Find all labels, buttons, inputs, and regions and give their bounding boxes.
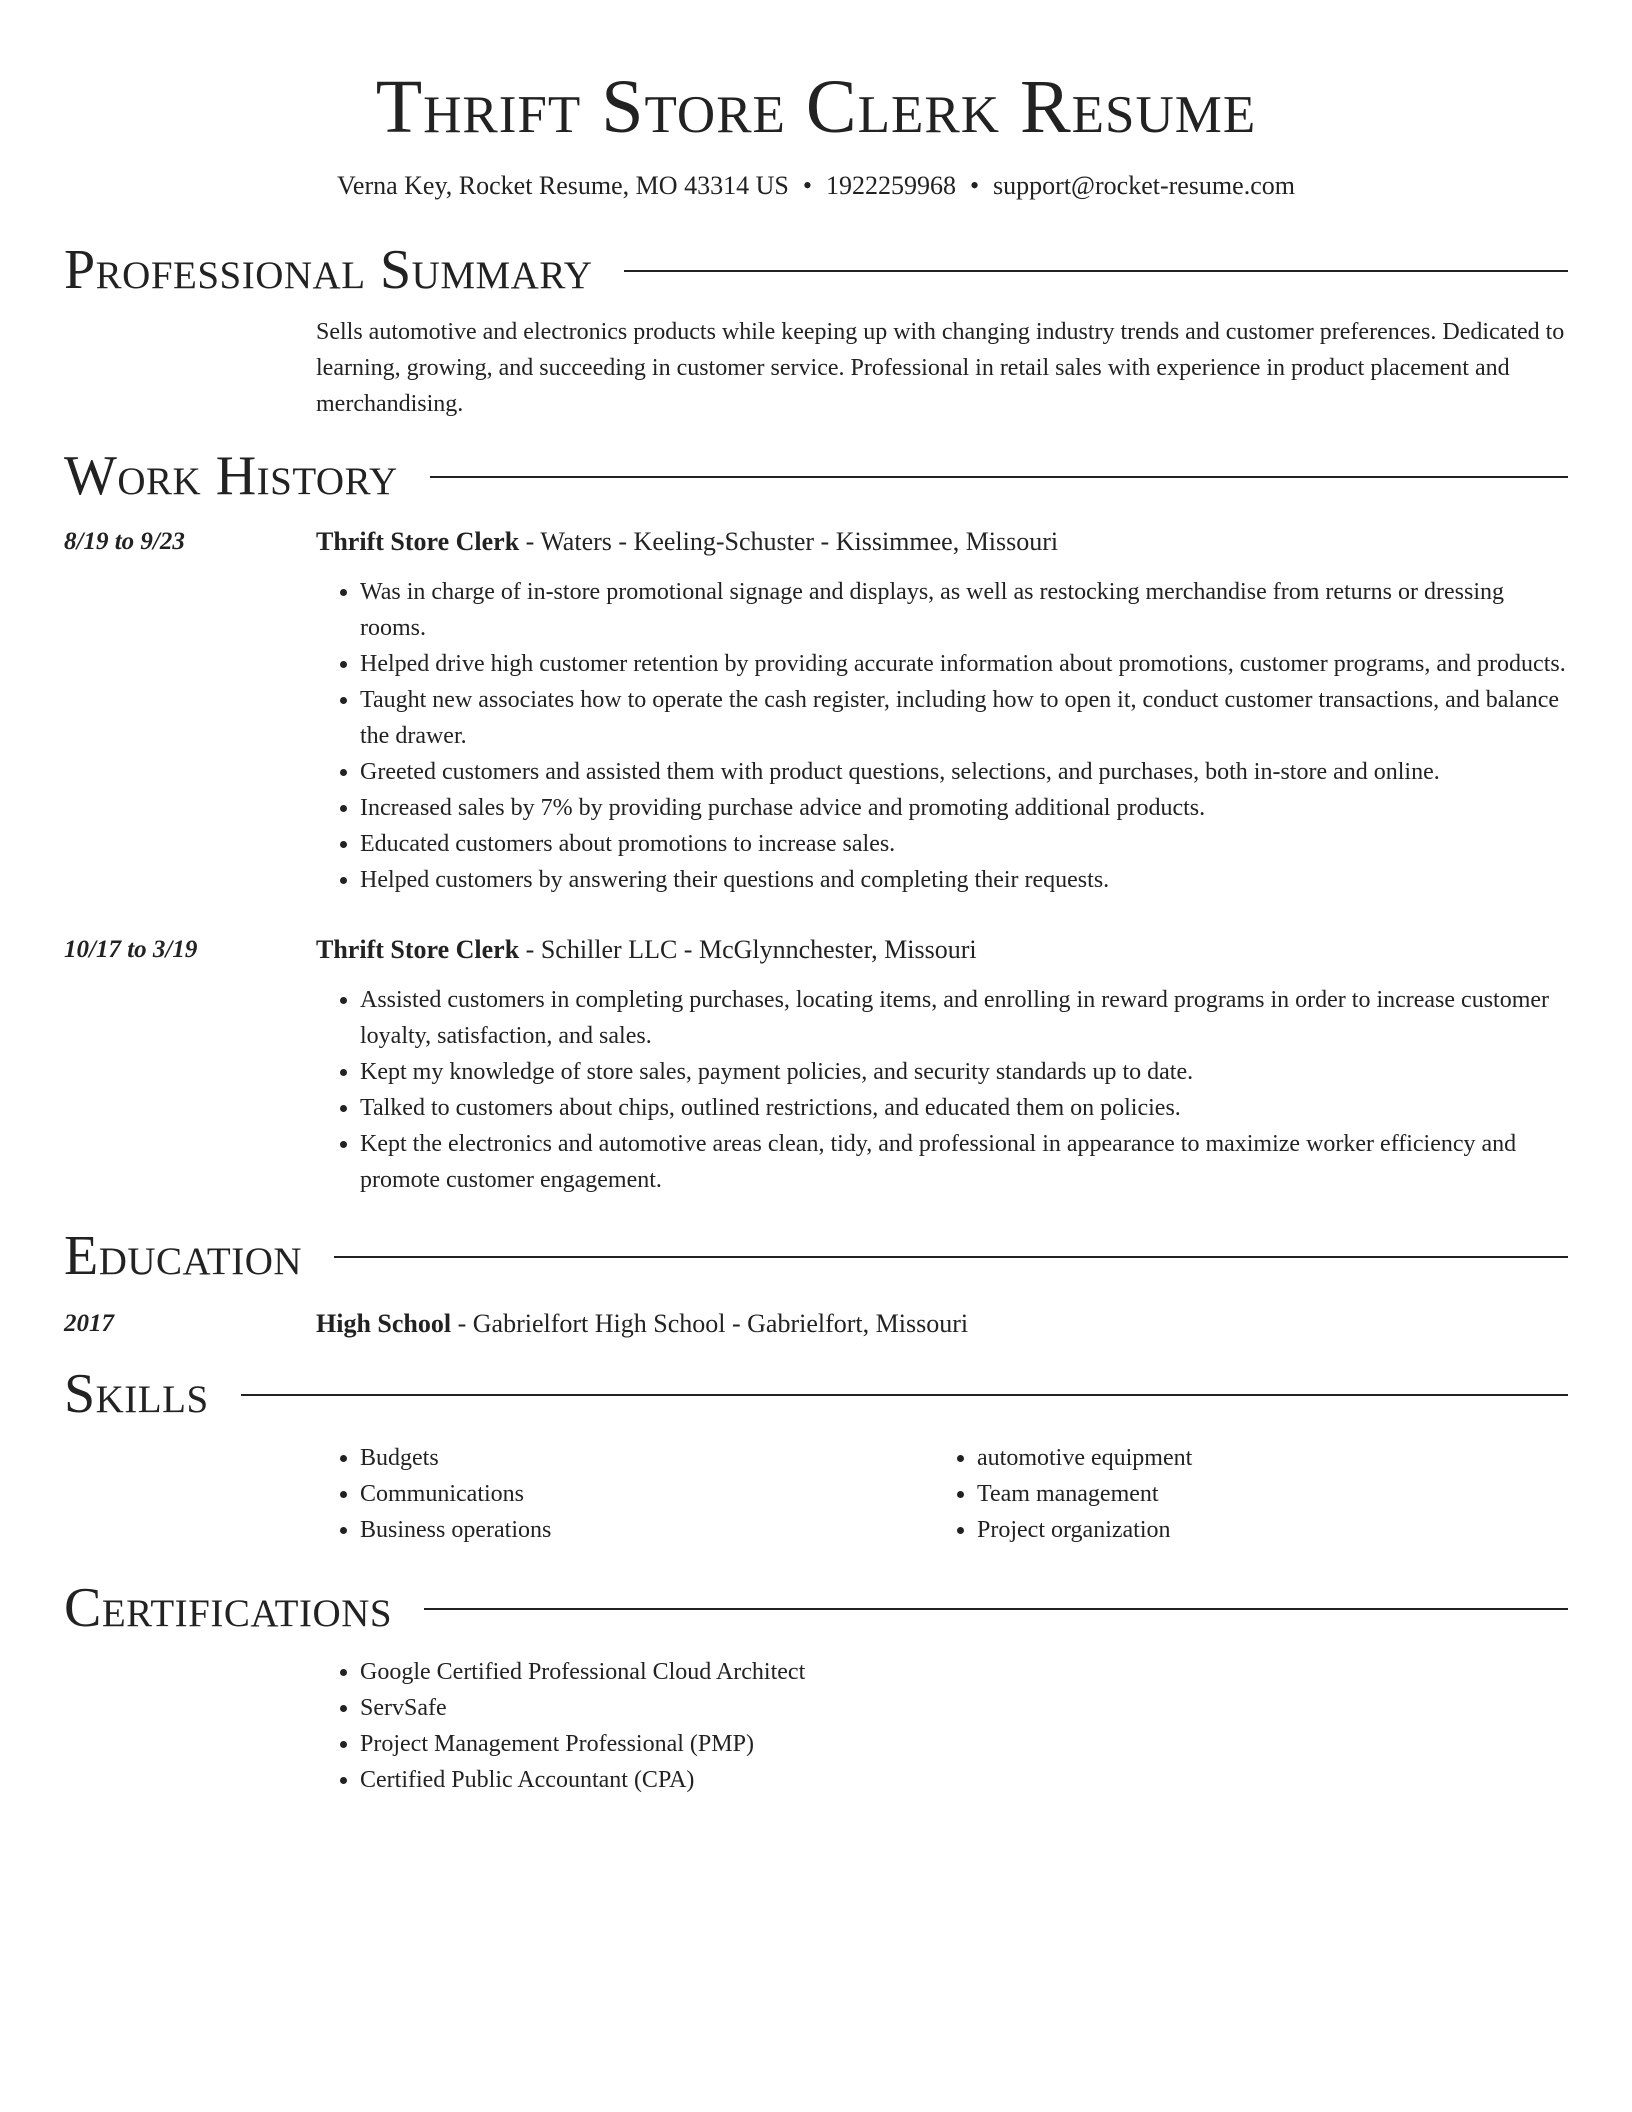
skills-heading: Skills	[64, 1363, 209, 1425]
section-divider	[424, 1608, 1568, 1610]
job-title: Thrift Store Clerk	[316, 527, 520, 556]
job-bullet: • Taught new associates how to operate the cash register, including how to open it, conduct customer transactions, and balance the drawer.	[360, 682, 1568, 754]
education-entry	[64, 1306, 1568, 1342]
certification-item: • Certified Public Accountant (CPA)	[360, 1762, 1568, 1798]
job-dates: 8/19 to 9/23	[64, 528, 185, 555]
job-bullet: • Helped customers by answering their questions and completing their requests.	[360, 862, 1568, 898]
job-bullet: • Was in charge of in-store promotional signage and displays, as well as restocking merchandise from returns or dressing rooms.	[360, 574, 1568, 646]
page-title: Thrift Store Clerk Resume	[375, 65, 1257, 149]
summary-section-header	[64, 238, 1568, 302]
job-bullet: • Increased sales by 7% by providing purchase advice and promoting additional products.	[360, 790, 1568, 826]
job-bullet: • Greeted customers and assisted them with product questions, selections, and purchases, both in-store and online.	[360, 754, 1568, 790]
job-entry	[64, 524, 1568, 898]
skills-column-right	[933, 1440, 1550, 1548]
job-dates: 10/17 to 3/19	[64, 936, 198, 963]
job-details: - Waters - Keeling-Schuster - Kissimmee, Missouri	[519, 527, 1059, 556]
education-heading: Education	[64, 1225, 303, 1287]
summary-heading: Professional Summary	[64, 239, 593, 301]
skill-item: • automotive equipment	[977, 1440, 1550, 1476]
job-title: Thrift Store Clerk	[316, 935, 520, 964]
job-details: - Schiller LLC - McGlynnchester, Missouri	[519, 935, 977, 964]
summary-text: Sells automotive and electronics products while keeping up with changing industry trends and customer preferences. Dedicated to learning, growing, and succeeding in customer service. Professional in retail sales with experience in product placement and merchandising.	[316, 319, 1565, 417]
education-line	[316, 1306, 1568, 1342]
skill-item: • Business operations	[360, 1512, 933, 1548]
skills-column-left	[316, 1440, 933, 1548]
certifications-list	[316, 1654, 1568, 1798]
contact-separator: •	[969, 171, 980, 200]
certification-item: • ServSafe	[360, 1690, 1568, 1726]
section-divider	[334, 1256, 1568, 1258]
job-bullet: • Kept my knowledge of store sales, payment policies, and security standards up to date.	[360, 1054, 1568, 1090]
job-heading	[316, 524, 1568, 560]
skill-item: • Budgets	[360, 1440, 933, 1476]
job-bullet: • Kept the electronics and automotive areas clean, tidy, and professional in appearance to maximize worker efficiency and promote customer engagement.	[360, 1126, 1568, 1198]
certifications-heading: Certifications	[64, 1577, 393, 1639]
job-bullet: • Educated customers about promotions to increase sales.	[360, 826, 1568, 862]
skill-item: • Team management	[977, 1476, 1550, 1512]
section-divider	[624, 270, 1568, 272]
education-details: - Gabrielfort High School - Gabrielfort, Missouri	[451, 1309, 969, 1338]
section-divider	[241, 1394, 1568, 1396]
education-year: 2017	[64, 1310, 114, 1337]
work-heading: Work History	[64, 445, 398, 507]
education-section-header	[64, 1224, 1568, 1288]
skills-grid	[316, 1440, 1568, 1548]
education-degree: High School	[316, 1309, 452, 1338]
job-bullet: • Assisted customers in completing purchases, locating items, and enrolling in reward programs in order to increase customer loyalty, satisfaction, and sales.	[360, 982, 1568, 1054]
contact-separator: •	[802, 171, 812, 200]
contact-email: support@rocket-resume.com	[993, 171, 1295, 200]
skills-section-header	[64, 1362, 1568, 1426]
work-section-header	[64, 444, 1568, 508]
contact-line	[64, 168, 1568, 204]
job-entry	[64, 932, 1568, 1198]
job-bullets	[316, 574, 1568, 898]
job-heading	[316, 932, 1568, 968]
job-bullet: • Helped drive high customer retention by providing accurate information about promotions, customer programs, and products.	[360, 646, 1568, 682]
section-divider	[430, 476, 1568, 478]
skill-item: • Project organization	[977, 1512, 1550, 1548]
job-bullet: • Talked to customers about chips, outlined restrictions, and educated them on policies.	[360, 1090, 1568, 1126]
contact-phone: 1922259968	[825, 171, 956, 200]
certifications-section-header	[64, 1576, 1568, 1640]
certification-item: • Google Certified Professional Cloud Architect	[360, 1654, 1568, 1690]
contact-address: Verna Key, Rocket Resume, MO 43314 US	[337, 171, 789, 200]
job-bullets	[316, 982, 1568, 1198]
certification-item: • Project Management Professional (PMP)	[360, 1726, 1568, 1762]
skill-item: • Communications	[360, 1476, 933, 1512]
